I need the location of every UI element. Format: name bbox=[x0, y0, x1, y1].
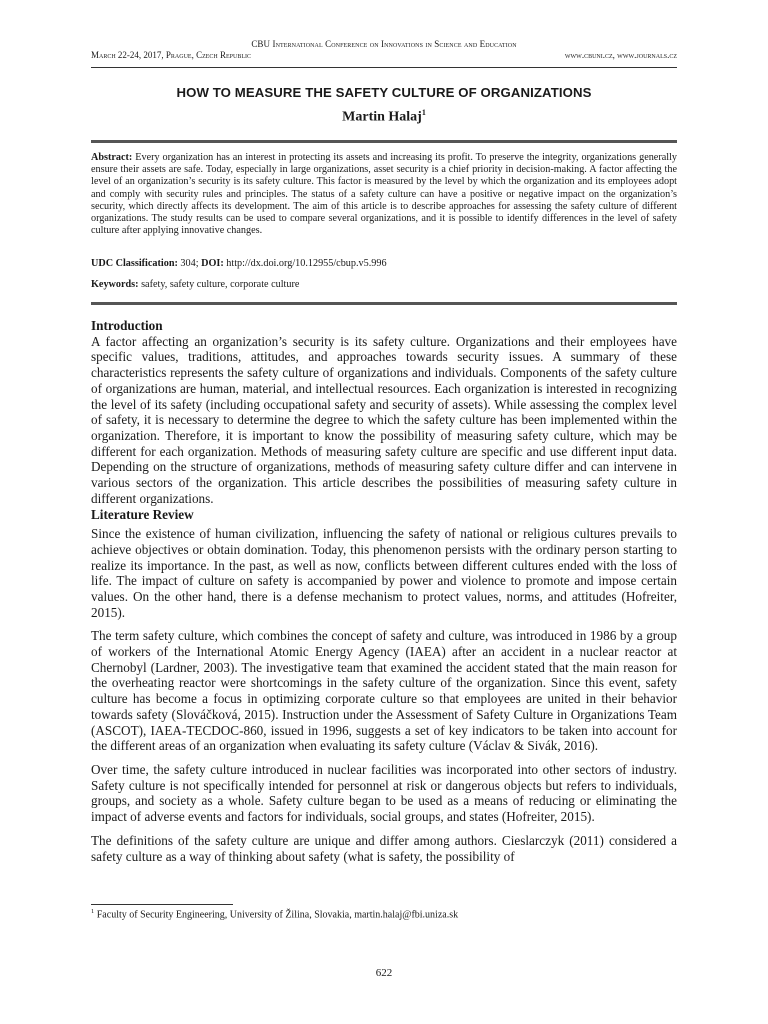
running-header bbox=[91, 39, 677, 61]
conference-date-place: March 22-24, 2017, Prague, Czech Republic bbox=[91, 50, 252, 60]
literature-heading: Literature Review bbox=[91, 507, 194, 523]
header-row bbox=[91, 50, 677, 61]
introduction-paragraph: A factor affecting an organization’s security is its safety culture. Organizations and their employees have specific values, traditions, attitudes, and approaches towards security issues. A summary of these characteristics represents the safety culture of organizations and individuals. Components of the safety culture of organizations are human, material, and intellectual resources. Each organization is interested in recognizing the level of its safety (including occupational safety and security of assets). While assessing the complex level of safety, it is necessary to determine the degree to which the safety culture has been implemented within the organization. Therefore, it is important to know the possibility of measuring safety culture, which may be different for each organization. Methods of measuring safety culture are specific and use different input data. Depending on the structure of organizations, methods of measuring safety culture differ and can intervene in various sectors of the organization. This article describes the possibilities of measuring safety culture in different organizations. bbox=[91, 333, 677, 506]
body-text bbox=[91, 318, 677, 864]
abstract-text: Every organization has an interest in protecting its assets and increasing its profit. To preserve the integrity, organizations generally ensure their assets are safe. Today, especially in large organizations, asset security is a chief priority in decision-making. A factor affecting the level of an organization’s security is its safety culture. This factor is measured by the level by which the organization and its employees adopt and comply with security rules and principles. The status of a safety culture can have a positive or negative impact on the organization’s security, which directly affects its development. The aim of this article is to describe approaches for assessing the safety culture of different organizations. The study results can be used to compare several organizations, and it is possible to identify differences in the level of safety culture after applying innovative changes. bbox=[91, 152, 677, 237]
keywords-line bbox=[91, 279, 677, 290]
introduction-heading: Introduction bbox=[91, 318, 163, 333]
literature-paragraph-3: Over time, the safety culture introduced in nuclear facilities was incorporated into other sectors of industry. Safety culture is not specifically intended for personnel at risk or dangerous objects but refers to individuals, groups, and society as a whole. Safety culture began to be used as a means of reducing or eliminating the impact of adverse events and factors for individuals, social groups, and states (Hofreiter, 2015). bbox=[91, 761, 677, 825]
literature-paragraph-2: The term safety culture, which combines the concept of safety and culture, was introduced in 1986 by a group of workers of the International Atomic Energy Agency (IAEA) after an accident in a nuclear reactor at Chernobyl (Lardner, 2003). The investigative team that examined the accident stated that the main reason for the overheating reactor were shortcomings in the safety culture of the organization. Since this event, safety culture has become a focus in optimizing corporate culture so that employees are united in their behavior towards safety (Slováčková, 2015). Instruction under the Assessment of Safety Culture in Organizations Team (ASCOT), IAEA-TECDOC-860, issued in 1996, suggests a set of key indicators to be taken into account for the different areas of an organization when evaluating its safety culture (Václav & Sivák, 2016). bbox=[91, 628, 677, 754]
author-name: Martin Halaj bbox=[342, 109, 422, 125]
header-rule bbox=[91, 67, 677, 68]
page-number: 622 bbox=[375, 967, 393, 979]
conference-name: CBU International Conference on Innovations in Science and Education bbox=[251, 39, 517, 49]
footnote bbox=[91, 908, 677, 920]
abstract-label: Abstract: bbox=[91, 152, 133, 163]
abstract bbox=[91, 152, 677, 237]
doi-value: http://dx.doi.org/10.12955/cbup.v5.996 bbox=[223, 258, 387, 269]
literature-paragraph-4: The definitions of the safety culture are unique and differ among authors. Cieslarczyk (2011) considered a safety culture as a way of thinking about safety (what is safety, the possibility of bbox=[91, 832, 677, 864]
footnote-mark: 1 bbox=[91, 908, 95, 915]
abstract-bottom-rule bbox=[91, 302, 677, 305]
footnote-rule bbox=[91, 904, 233, 905]
footnote-text: Faculty of Security Engineering, University of Žilina, Slovakia, martin.halaj@fbi.uniza.sk bbox=[94, 909, 459, 921]
conference-websites: www.cbuni.cz, www.journals.cz bbox=[564, 50, 677, 60]
udc-line bbox=[91, 258, 677, 269]
literature-paragraph-1: Since the existence of human civilization, influencing the safety of national or religious cultures prevails to achieve objectives or obtain domination. Today, this phenomenon persists with the ordinary person starting to realize its importance. In the past, as well as now, conflicts between different cultures ended with the loss of life. The impact of culture on safety is accompanied by power and violence to promote and impose certain values. On the other hand, there is a defense mechanism to protect values, norms, and attitudes (Hofreiter, 2015). bbox=[91, 526, 677, 620]
keywords-value: safety, safety culture, corporate culture bbox=[138, 279, 300, 290]
author-line bbox=[91, 108, 677, 126]
keywords-label: Keywords: bbox=[91, 279, 139, 290]
doi-label: DOI: bbox=[201, 258, 224, 269]
udc-value: 304; bbox=[177, 258, 202, 269]
paper-title: HOW TO MEASURE THE SAFETY CULTURE OF ORGANIZATIONS bbox=[176, 85, 592, 100]
abstract-top-rule bbox=[91, 140, 677, 143]
author-footnote-mark: 1 bbox=[421, 108, 426, 117]
udc-label: UDC Classification: bbox=[91, 258, 178, 269]
